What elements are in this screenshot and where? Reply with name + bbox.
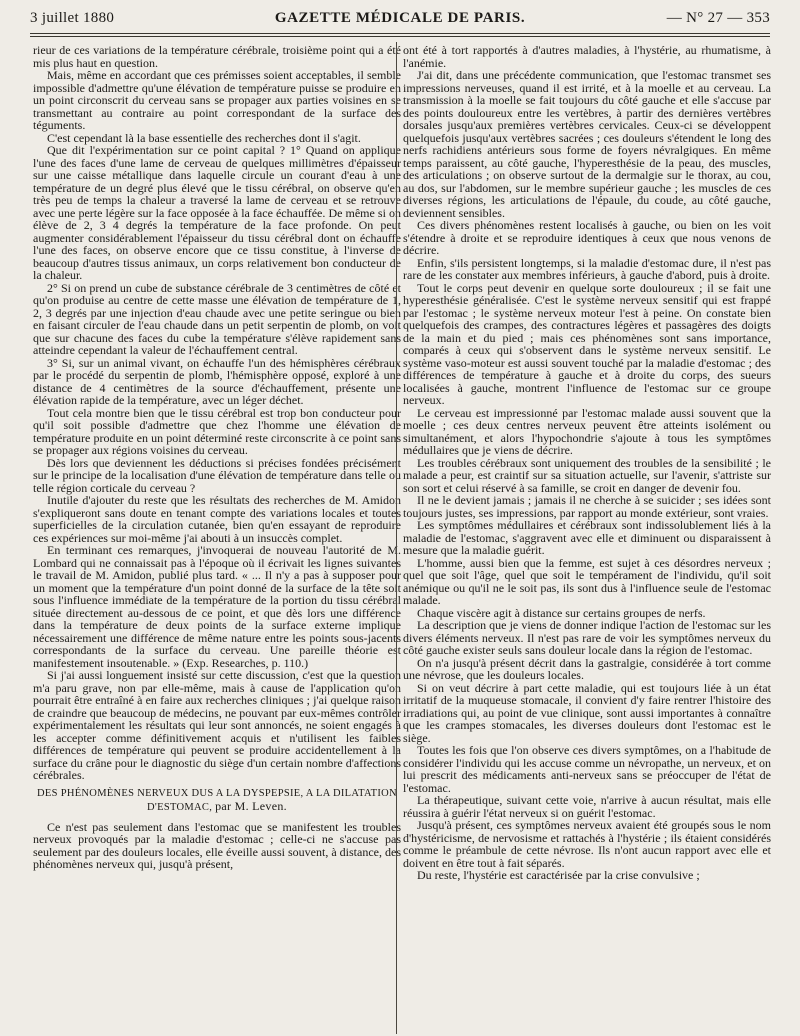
paragraph: En terminant ces remarques, j'invoquerai de nouveau l'autorité de M. Lombard qui ne connaissait pas à l'époque où il écrivait les lignes suivantes le travail de M. Amidon, publié plus tard. « ... Il n'y a pas à supposer pour un moment que la température d'un point donné de la surface de la tête soit sous l'influence immédiate de la température de la portion du tissu cérébral située directement au-dessous de ce point, et que dès lors une différence dans la température de deux points de la surface externe implique nécessairement une différence de même nature entre les points sous-jacents correspondants de la surface du cerveau. Une pareille théorie est manifestement insoutenable. » (Exp. Researches, p. 110.) [33, 543, 401, 670]
paragraph: 2° Si on prend un cube de substance cérébrale de 3 centimètres de côté et qu'on produise au centre de cette masse une élévation de température de 1, 2, 3 degrés par une injection d'eau chaude avec une petite seringue ou bien en faisant circuler de l'eau chaude dans un petit serpentin de plomb, on voit que sur chacune des faces du cube la température s'élève rapidement sans atteindre cependant la valeur de l'échauffement central. [33, 280, 401, 357]
paragraph: Dès lors que deviennent les déductions si précises fondées précisément sur le principe de la localisation d'une élévation de température dans telle ou telle région corticale du cerveau ? [33, 455, 401, 495]
paragraph: Toutes les fois que l'on observe ces divers symptômes, on a l'habitude de considérer l'individu qui les accuse comme un névropathe, un nerveux, et on lui prescrit des médicaments anti-nerveux sans se préoccuper de l'état de l'estomac. [403, 743, 771, 795]
section-heading [33, 788, 401, 815]
paragraph: J'ai dit, dans une précédente communication, que l'estomac transmet ses impressions nerveuses, quand il est irrité, et à la moelle et au cerveau. La transmission à la moelle se fait toujours du côté gauche et elle s'accuse par des points douloureux entre les vertèbres, à partir des dernières vertèbres dorsales jusqu'aux premières vertèbres cervicales. Ceux-ci se développent quelquefois jusqu'aux vertèbres sacrées ; ces douleurs s'étendent le long des nerfs rachidiens antérieurs sous forme de foyers névralgiques. En même temps paraissent, au côté gauche, l'hyperesthésie de la peau, des muscles, des articulations ; on observe surtout de la dermalgie sur le thorax, au cou, au dos, sur l'abdomen, sur le membre supérieur gauche ; les muscles de ces diverses régions, les articulations de l'épaule, du coude, au côté gauche, deviennent sensibles. [403, 68, 771, 220]
paragraph: On n'a jusqu'à présent décrit dans la gastralgie, considérée à tort comme une névrose, que les douleurs locales. [403, 655, 771, 682]
paragraph: 3° Si, sur un animal vivant, on échauffe l'un des hémisphères cérébraux par le procédé du serpentin de plomb, l'hémisphère opposé, exploré à une distance de 4 centimètres de la source d'échauffement, présente une élévation rapide de la température, avec un léger déchet. [33, 355, 401, 407]
paragraph: Tout le corps peut devenir en quelque sorte douloureux ; il se fait une hyperesthésie généralisée. C'est le système nerveux sensitif qui est frappé par l'estomac ; le système nerveux moteur l'est à peine. On constate bien quelquefois des crampes, des contractures légères et passagères des doigts de la main et du pied ; mais ces phénomènes sont sans importance, comparés à ceux qui s'observent dans le système nerveux sensitif. Le système vaso-moteur est aussi souvent touché par la maladie d'estomac ; des différences de température à gauche et à droite du corps, des sueurs localisées à gauche, montrent l'influence de l'estomac sur ce groupe nerveux. [403, 280, 771, 407]
paragraph: Ces divers phénomènes restent localisés à gauche, ou bien on les voit s'étendre à droite et se reproduire identiques à ceux que nous venons de décrire. [403, 218, 771, 257]
paragraph: Tout cela montre bien que le tissu cérébral est trop bon conducteur pour qu'il soit possible d'admettre que chez l'homme une élévation de température produite en un point déterminé reste circonscrite à ce point sans se propager aux régions voisines du cerveau. [33, 405, 401, 457]
section-title: DES PHÉNOMÈNES NERVEUX DUS A LA DYSPEPSIE, A LA DILATATION D'ESTOMAC, [37, 787, 397, 813]
paragraph: Les symptômes médullaires et cérébraux sont indissolublement liés à la maladie de l'estomac, s'aggravent avec elle et diminuent ou disparaissent à mesure que la maladie guérit. [403, 518, 771, 557]
issue-page-number: — N° 27 — 353 [666, 10, 770, 26]
paragraph: Que dit l'expérimentation sur ce point capital ? 1° Quand on applique l'une des faces d'une lame de cerveau de quelques millimètres d'épaisseur sur une caisse métallique dans laquelle circule un courant d'eau à une température de un degré plus élevé que le tissu cérébral, on observe qu'en très peu de temps la chaleur a traversé la lame de cerveau et se retrouve avec une perte légère sur la face opposée à la face échauffée. De même si on élève de 2, 3 4 degrés la température de la face profonde. On peut augmenter considérablement l'épaisseur du tissu cérébral dont on échauffe l'une des faces, on observe encore que ce tissu constitue, à l'inverse de beaucoup d'autres tissus animaux, un corps relativement bon conducteur de la chaleur. [33, 143, 401, 282]
paragraph: rieur de ces variations de la température cérébrale, troisième point qui a été mis plus haut en question. [33, 44, 401, 70]
section-author: par M. Leven. [215, 799, 287, 813]
paragraph: Si j'ai aussi longuement insisté sur cette discussion, c'est que la question m'a paru grave, non par elle-même, mais à cause de l'application qu'on pourrait être entraîné à en faire aux recherches cliniques ; j'ai quelque raison de craindre que beaucoup de médecins, ne pouvant par eux-mêmes contrôler expérimentalement les résultats qui leur sont annoncés, ne soient engagés à les accepter comme définitivement acquis et n'utilisent les faibles différences de température qui peuvent se produire accidentellement à la surface du crâne pour le diagnostic du siège d'un certain nombre d'affections cérébrales. [33, 668, 401, 782]
paragraph: Ce n'est pas seulement dans l'estomac que se manifestent les troubles nerveux provoqués par la maladie d'estomac ; celle-ci ne s'accuse pas seulement par des douleurs locales, elle éveille aussi souvent, à distance, des phénomènes nerveux qui, jusqu'à présent, [33, 819, 401, 871]
paragraph: Les troubles cérébraux sont uniquement des troubles de la sensibilité ; le malade a peur, est craintif sur sa situation actuelle, sur l'avenir, s'attriste sur son sort et celui réservé à sa famille, se croit en danger de devenir fou. [403, 455, 771, 495]
paragraph: La thérapeutique, suivant cette voie, n'arrive à aucun résultat, mais elle réussira à guérir l'état nerveux si on guérit l'estomac. [403, 793, 771, 820]
paragraph: La description que je viens de donner indique l'action de l'estomac sur les divers éléments nerveux. Il n'est pas rare de voir les symptômes nerveux du côté gauche exister seuls sans douleur locale dans la région de l'estomac. [403, 618, 771, 657]
page-header [30, 10, 770, 30]
paragraph: Inutile d'ajouter du reste que les résultats des recherches de M. Amidon s'expliqueront sans doute en tenant compte des variations locales et toutes superficielles de la circulation cutanée, bien qu'en essayant de reproduire ces expériences sur moi-même j'ai abouti à un insuccès complet. [33, 493, 401, 545]
paragraph: ont été à tort rapportés à d'autres maladies, à l'hystérie, au rhumatisme, à l'anémie. [403, 44, 771, 70]
header-rule [30, 33, 770, 34]
paragraph: Mais, même en accordant que ces prémisses soient acceptables, il semble impossible d'admettre qu'une élévation de température puisse se produire en un point circonscrit du cerveau sans se propager aux parties voisines en se transmettant au contraire au point correspondant de la surface des téguments. [33, 68, 401, 132]
paragraph: C'est cependant là la base essentielle des recherches dont il s'agit. [47, 130, 361, 145]
paragraph: Il ne le devient jamais ; jamais il ne cherche à se suicider ; ses idées sont toujours justes, ses impressions, par rapport au monde extérieur, sont vraies. [403, 493, 771, 520]
paragraph: Si on veut décrire à part cette maladie, qui est toujours liée à un état irritatif de la muqueuse stomacale, il convient d'y faire rentrer l'histoire des irradiations qui, au point de vue clinique, sont aussi importantes à connaître que les crampes stomacales, les diverses douleurs dont l'estomac est le siège. [403, 680, 771, 745]
paragraph: Du reste, l'hystérie est caractérisée par la crise convulsive ; [417, 868, 700, 882]
column-divider [396, 42, 397, 1034]
right-column [403, 44, 771, 1034]
journal-title: GAZETTE MÉDICALE DE PARIS. [274, 10, 526, 26]
paragraph: Chaque viscère agit à distance sur certains groupes de nerfs. [417, 605, 706, 620]
left-column [33, 44, 401, 1034]
paragraph: Le cerveau est impressionné par l'estomac malade aussi souvent que la moelle ; ces deux centres nerveux peuvent être atteints isolément ou simultanément, et alors l'hypochondrie s'ajoute à tous les symptômes médullaires que je viens de décrire. [403, 405, 771, 457]
paragraph: Jusqu'à présent, ces symptômes nerveux avaient été groupés sous le nom d'hystéricisme, de nervosisme et rattachés à l'hystérie ; ils étaient considérés comme le préambule de cette névrose. Ils n'ont aucun rapport avec elle et doivent en être tout à fait séparés. [403, 818, 771, 870]
paragraph: L'homme, aussi bien que la femme, est sujet à ces désordres nerveux ; quel que soit l'âge, quel que soit le tempérament de l'individu, qu'il soit anémique ou qu'il ne le soit pas, ils sont dus à l'influence seule de l'estomac malade. [403, 555, 771, 607]
header-rule-double [30, 36, 770, 37]
paragraph: Enfin, s'ils persistent longtemps, si la maladie d'estomac dure, il n'est pas rare de les constater aux membres inférieurs, à gauche d'abord, puis à droite. [403, 255, 771, 282]
issue-date: 3 juillet 1880 [30, 10, 115, 26]
